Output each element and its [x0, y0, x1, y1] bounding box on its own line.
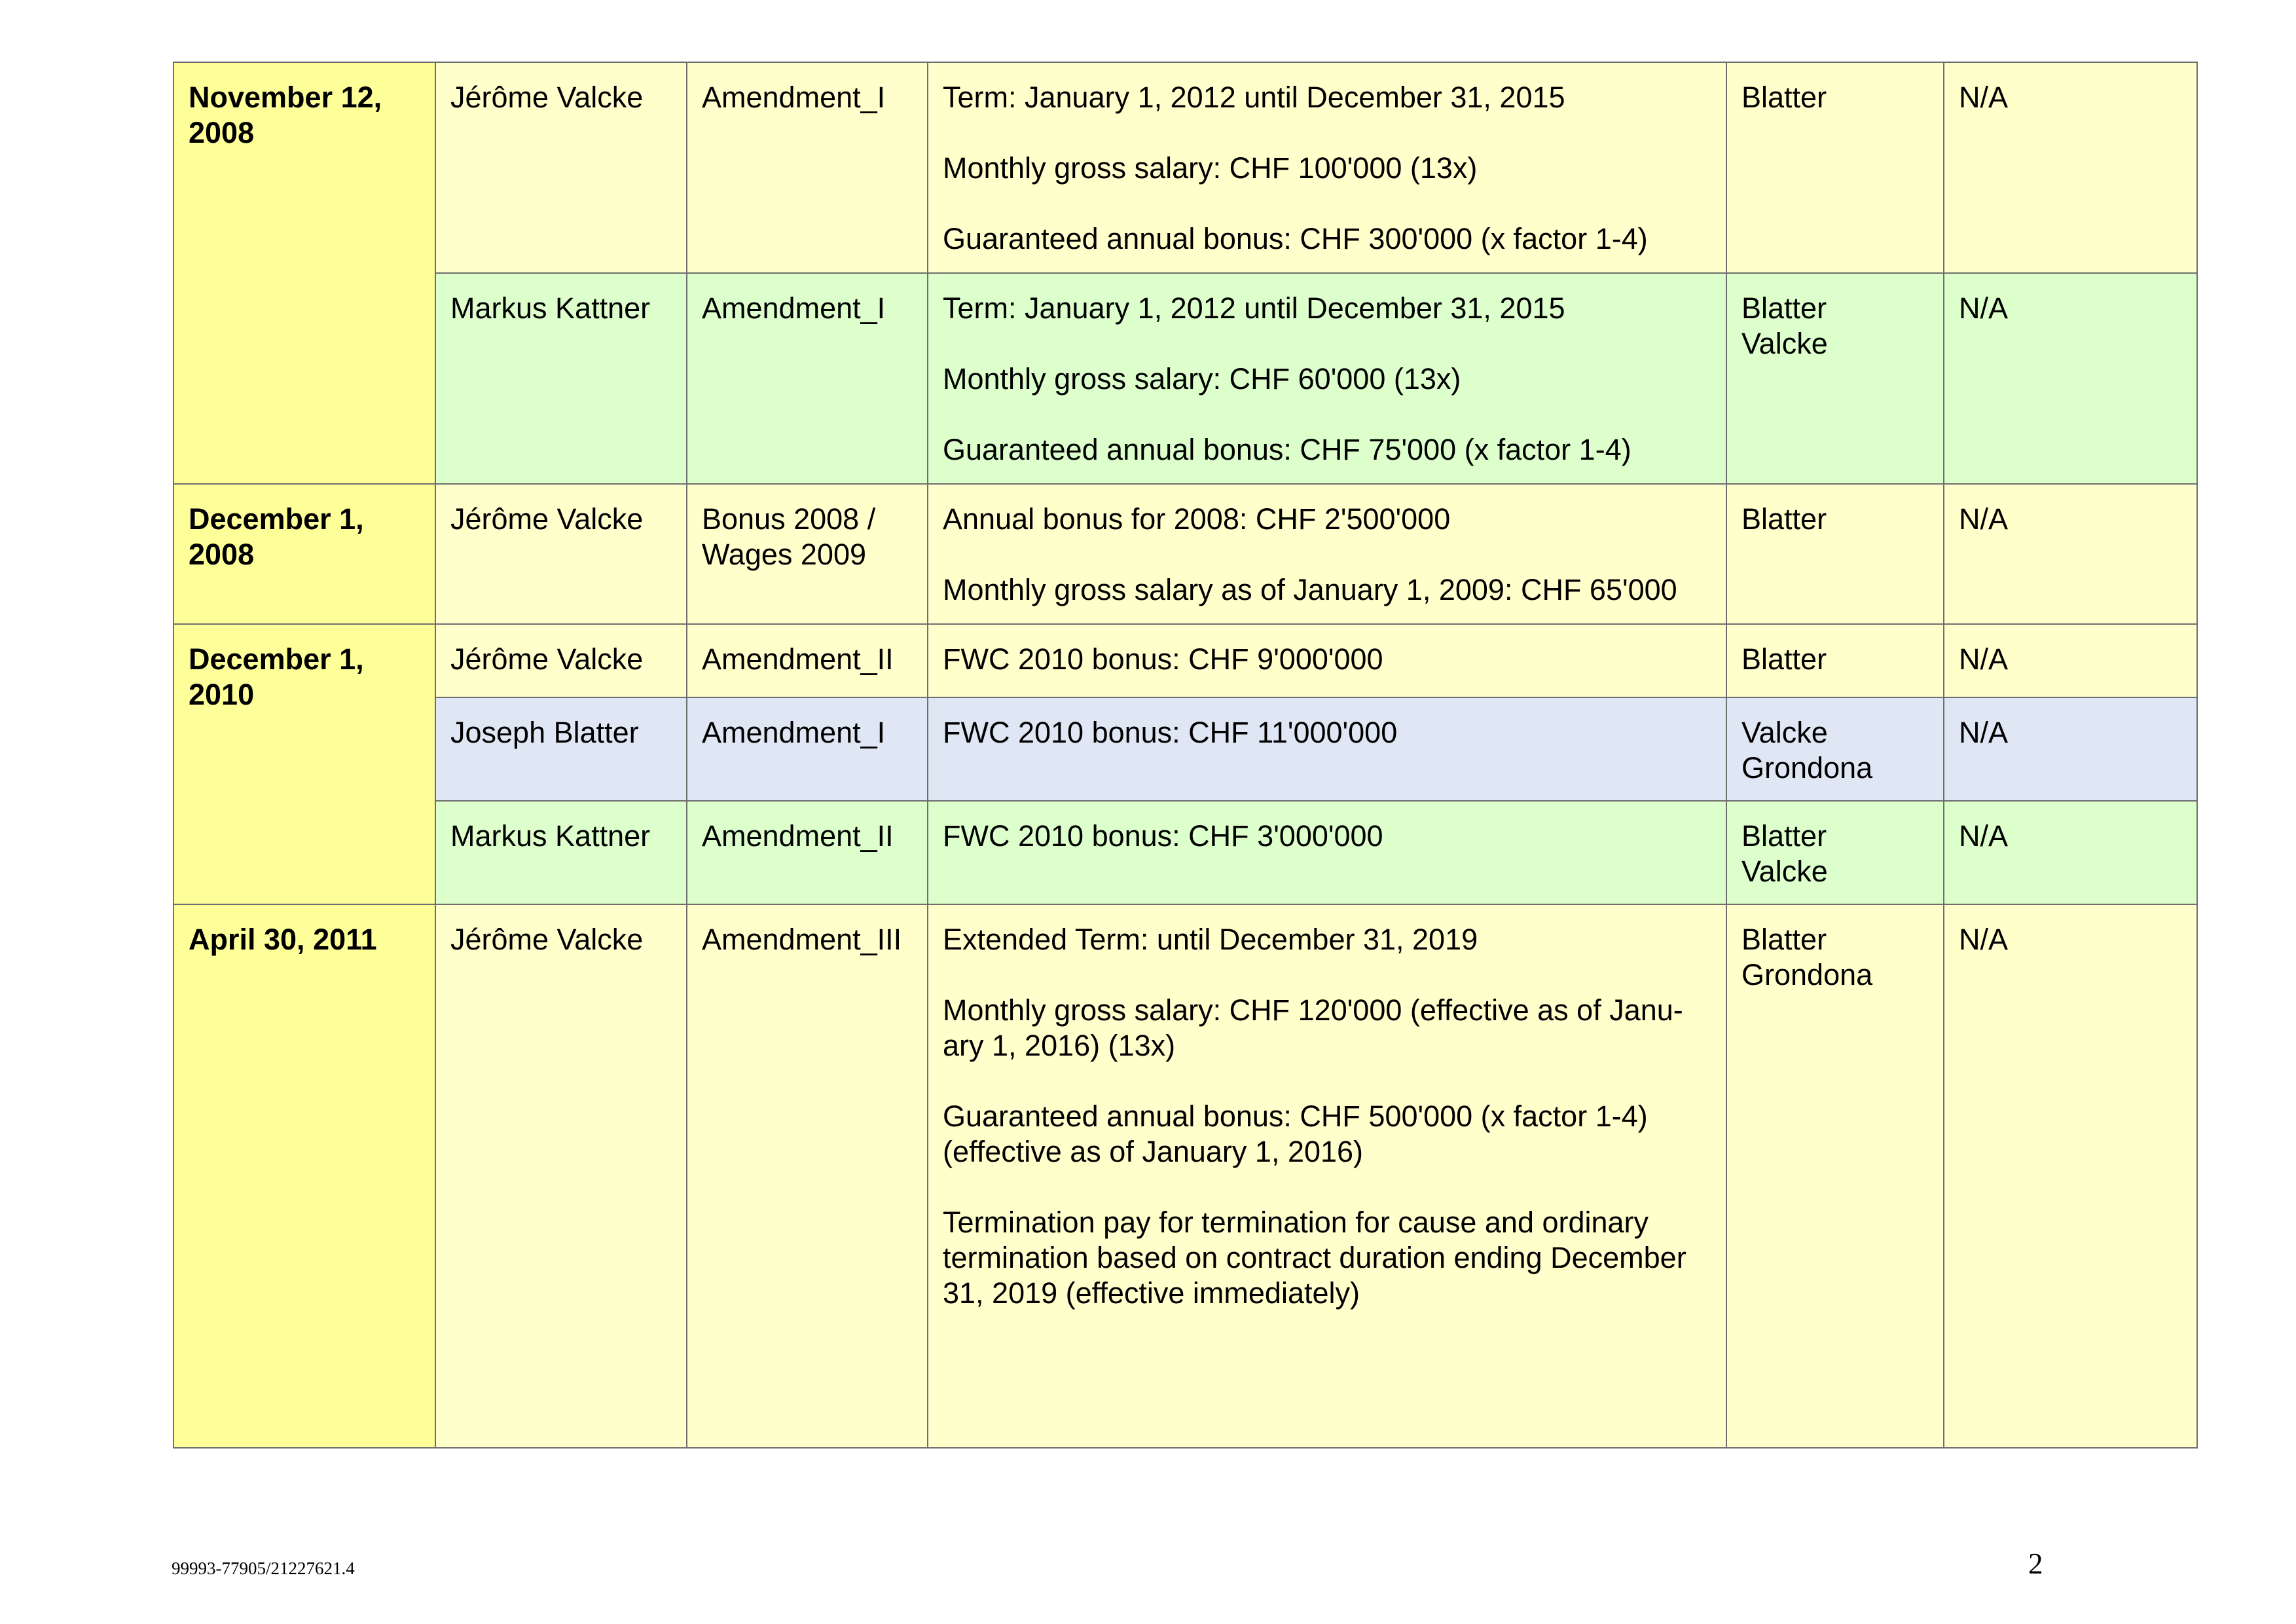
terms-paragraph: Monthly gross salary: CHF 60'000 (13x) — [943, 362, 1461, 396]
table-row — [173, 273, 2197, 484]
approvers-cell: Blatter — [1726, 62, 1944, 273]
terms-cell — [928, 697, 1726, 801]
employee-name: Jérôme Valcke — [435, 62, 687, 273]
approvers-cell: Blatter Grondona — [1726, 904, 1944, 1448]
terms-paragraph: Monthly gross salary as of January 1, 2009: CHF 65'000 — [943, 573, 1677, 606]
terms-cell — [928, 62, 1726, 273]
terms-paragraph: Extended Term: until December 31, 2019 — [943, 923, 1478, 956]
terms-paragraph: Termination pay for termination for cause and ordinary termination based on contract duration ending December 31, 2019 (effective immediately) — [943, 1206, 1686, 1310]
table-row — [173, 624, 2197, 697]
approvers-cell: Blatter Valcke — [1726, 273, 1944, 484]
compensation-table — [173, 62, 2198, 1449]
status-cell: N/A — [1944, 624, 2197, 697]
terms-cell — [928, 484, 1726, 624]
footer-document-id: 99993-77905/21227621.4 — [172, 1559, 355, 1578]
table-row — [173, 697, 2197, 801]
table-row — [173, 904, 2197, 1448]
document-type: Amendment_II — [687, 624, 928, 697]
terms-paragraph: Guaranteed annual bonus: CHF 500'000 (x factor 1-4) (effective as of January 1, 2016) — [943, 1099, 1648, 1168]
terms-paragraph: FWC 2010 bonus: CHF 3'000'000 — [943, 819, 1383, 853]
status-cell: N/A — [1944, 697, 2197, 801]
employee-name: Jérôme Valcke — [435, 624, 687, 697]
document-type: Bonus 2008 / Wages 2009 — [687, 484, 928, 624]
terms-paragraph: Guaranteed annual bonus: CHF 300'000 (x factor 1-4) — [943, 222, 1648, 255]
document-type: Amendment_I — [687, 273, 928, 484]
table-row — [173, 484, 2197, 624]
approvers-cell: Blatter — [1726, 484, 1944, 624]
status-cell: N/A — [1944, 801, 2197, 904]
terms-cell — [928, 801, 1726, 904]
table-row — [173, 62, 2197, 273]
table-row — [173, 801, 2197, 904]
terms-paragraph: FWC 2010 bonus: CHF 11'000'000 — [943, 716, 1398, 749]
approvers-cell: Blatter — [1726, 624, 1944, 697]
terms-paragraph: Annual bonus for 2008: CHF 2'500'000 — [943, 502, 1451, 536]
document-type: Amendment_I — [687, 697, 928, 801]
status-cell: N/A — [1944, 273, 2197, 484]
terms-paragraph: FWC 2010 bonus: CHF 9'000'000 — [943, 642, 1383, 676]
terms-cell — [928, 273, 1726, 484]
employee-name: Joseph Blatter — [435, 697, 687, 801]
terms-paragraph: Monthly gross salary: CHF 120'000 (effective as of Janu- ary 1, 2016) (13x) — [943, 993, 1683, 1062]
document-type: Amendment_III — [687, 904, 928, 1448]
employee-name: Markus Kattner — [435, 273, 687, 484]
date-cell: November 12, 2008 — [173, 62, 435, 484]
status-cell: N/A — [1944, 904, 2197, 1448]
terms-cell — [928, 624, 1726, 697]
approvers-cell: Blatter Valcke — [1726, 801, 1944, 904]
terms-cell — [928, 904, 1726, 1448]
status-cell: N/A — [1944, 62, 2197, 273]
terms-paragraph: Monthly gross salary: CHF 100'000 (13x) — [943, 151, 1478, 185]
page-number: 2 — [2028, 1547, 2043, 1580]
terms-paragraph: Guaranteed annual bonus: CHF 75'000 (x factor 1-4) — [943, 433, 1631, 466]
date-cell: December 1, 2008 — [173, 484, 435, 624]
terms-paragraph: Term: January 1, 2012 until December 31, 2015 — [943, 291, 1565, 325]
employee-name: Jérôme Valcke — [435, 904, 687, 1448]
date-cell: April 30, 2011 — [173, 904, 435, 1448]
employee-name: Jérôme Valcke — [435, 484, 687, 624]
terms-paragraph: Term: January 1, 2012 until December 31, 2015 — [943, 81, 1565, 114]
status-cell: N/A — [1944, 484, 2197, 624]
date-cell: December 1, 2010 — [173, 624, 435, 904]
approvers-cell: Valcke Grondona — [1726, 697, 1944, 801]
document-type: Amendment_I — [687, 62, 928, 273]
employee-name: Markus Kattner — [435, 801, 687, 904]
document-type: Amendment_II — [687, 801, 928, 904]
